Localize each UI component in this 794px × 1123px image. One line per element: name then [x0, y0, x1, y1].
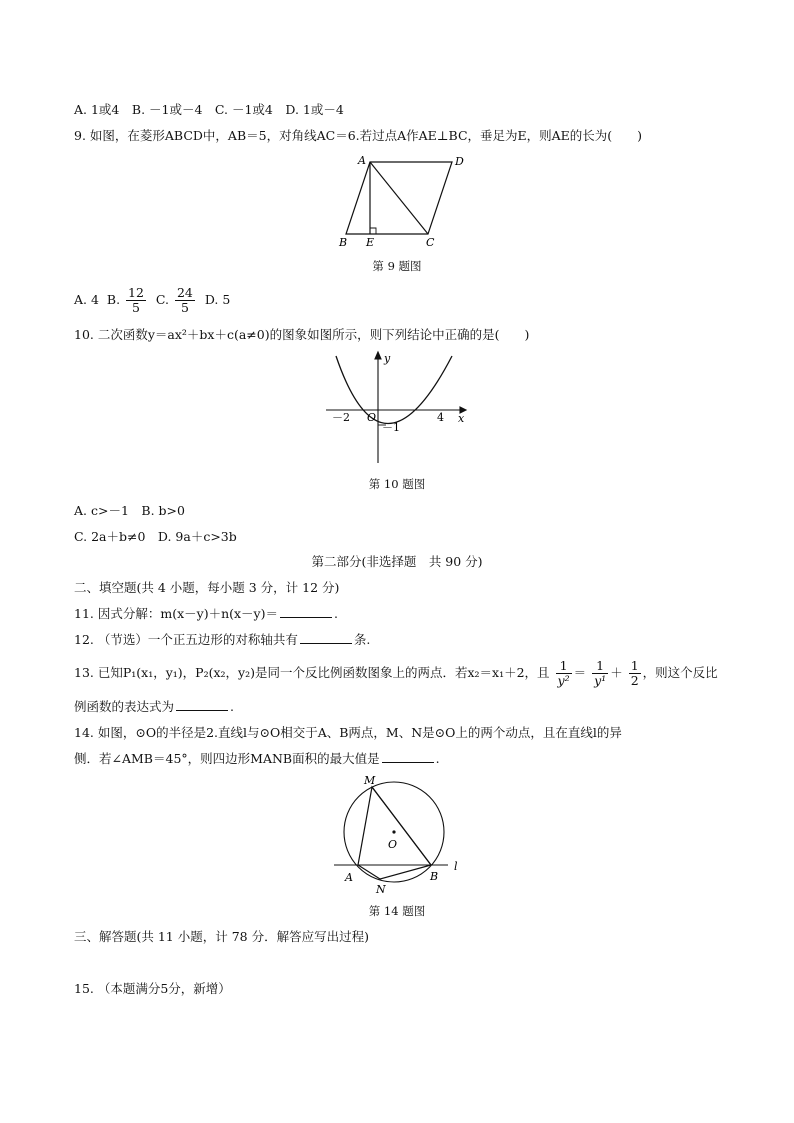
label-e: E — [366, 236, 375, 249]
label-m: M — [364, 774, 376, 787]
right-angle-mark — [370, 228, 376, 234]
q10-options-ab: A. c>－1 B. b>0 — [74, 503, 185, 518]
tick-label-neg2: －2 — [332, 411, 350, 424]
q12-end: 条. — [353, 632, 371, 647]
label-d: D — [455, 155, 464, 168]
label-a: A — [358, 154, 366, 167]
q10-options-cd: C. 2a＋b≠0 D. 9a＋c>3b — [74, 529, 237, 544]
label-b: B — [430, 870, 439, 883]
q11 — [74, 605, 338, 623]
q11-text: 11. 因式分解：m(x－y)＋n(x－y)＝ — [74, 606, 278, 621]
origin-label: O — [367, 411, 377, 424]
q14-figure — [330, 770, 470, 898]
plus-sign: ＋ — [610, 665, 623, 680]
q13-text: 13. 已知P₁(x₁，y₁)，P₂(x₂，y₂)是同一个反比例函数图象上的两点．若x₂＝x₁＋2，且 — [74, 665, 550, 680]
y-axis-arrow — [375, 352, 381, 359]
q13-text-end: ，则这个反比 — [642, 665, 718, 680]
q9-stem: 9. 如图，在菱形ABCD中，AB＝5，对角线AC＝6.若过点A作AE⊥BC，垂足为E，则AE的长为( ) — [74, 128, 643, 143]
q14-caption: 第 14 题图 — [368, 904, 426, 918]
label-l: l — [454, 860, 458, 873]
q14-line2-end: . — [435, 751, 440, 766]
q9-option-d: D. 5 — [204, 292, 231, 307]
label-b: B — [339, 236, 348, 249]
equals-sign: ＝ — [573, 665, 587, 680]
q10-caption: 第 10 题图 — [368, 477, 426, 491]
q8-options: A. 1或4 B. －1或－4 C. －1或4 D. 1或－4 — [74, 102, 344, 117]
q9-option-c: C. — [155, 292, 169, 307]
fraction-1-y1: $\frac{1}{\text{y¹}}$ — [594, 658, 607, 688]
label-o: O — [388, 838, 398, 851]
q12-text: 12. （节选）一个正五边形的对称轴共有 — [74, 632, 298, 647]
q12 — [74, 631, 370, 649]
parabola-curve — [336, 356, 452, 424]
q9-option-b: B. — [106, 292, 121, 307]
label-n: N — [376, 883, 386, 896]
part2-title: 第二部分(非选择题 共 90 分) — [311, 554, 483, 569]
q15: 15. （本题满分5分，新增） — [74, 981, 231, 996]
q14-line2 — [74, 750, 440, 768]
answer-blank — [280, 605, 332, 618]
q9-options — [74, 283, 230, 317]
q9-caption: 第 9 题图 — [372, 259, 422, 273]
center-point — [392, 830, 395, 833]
label-c: C — [426, 236, 435, 249]
segment-mb — [372, 787, 431, 865]
q13-line2-text: 例函数的表达式为 — [74, 699, 175, 714]
fraction-1-2: $\frac{1}{2}$ — [630, 658, 639, 688]
q13-line2 — [74, 698, 234, 716]
diagonal-ac — [370, 162, 428, 234]
fraction-1-y2: $\frac{1}{\text{y²}}$ — [557, 658, 570, 688]
axis-label-x: x — [458, 412, 465, 425]
axis-label-y: y — [384, 352, 391, 365]
q14-line1: 14. 如图，⊙O的半径是2.直线l与⊙O相交于A、B两点，M、N是⊙O上的两个动点，且在直线l的异 — [74, 725, 622, 740]
q10-figure — [318, 348, 478, 468]
q11-end: . — [334, 606, 338, 621]
answer-blank — [176, 698, 228, 711]
section2-title: 二、填空题(共 4 小题，每小题 3 分，计 12 分) — [74, 580, 340, 595]
answer-blank — [382, 750, 434, 763]
section3-title: 三、解答题(共 11 小题，计 78 分．解答应写出过程) — [74, 929, 369, 944]
fraction-12-5: $\frac{12}{5}$ — [128, 285, 144, 315]
fraction-24-5: $\frac{24}{5}$ — [176, 285, 193, 315]
label-a: A — [345, 871, 353, 884]
q10-stem: 10. 二次函数y＝ax²＋bx＋c(a≠0)的图象如图所示，则下列结论中正确的是( ) — [74, 327, 530, 342]
q9-option-a: A. 4 — [74, 292, 99, 307]
tick-label-neg1: －1 — [382, 421, 400, 434]
q14-line2-text: 侧．若∠AMB＝45°，则四边形MANB面积的最大值是 — [74, 751, 380, 766]
q13-line1 — [74, 656, 718, 690]
tick-label-4: 4 — [437, 411, 444, 424]
answer-blank — [300, 631, 352, 644]
q9-figure — [330, 150, 470, 250]
q13-line2-end: . — [230, 699, 234, 714]
